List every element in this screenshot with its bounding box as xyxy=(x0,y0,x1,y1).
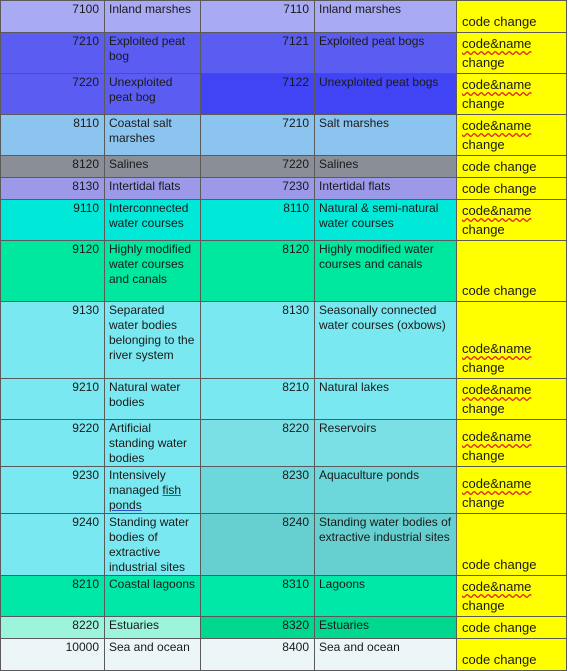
change-cell: code change xyxy=(457,1,567,33)
old-name-cell: Salines xyxy=(105,156,201,178)
table-row xyxy=(1,115,567,156)
change-cell: code&name change xyxy=(457,33,567,74)
table-row xyxy=(1,178,567,200)
old-code-cell: 8110 xyxy=(1,115,105,156)
new-name-cell: Lagoons xyxy=(315,576,457,617)
new-code-cell: 8310 xyxy=(201,576,315,617)
old-code-cell: 9130 xyxy=(1,302,105,379)
old-code-cell: 9210 xyxy=(1,379,105,420)
new-code-cell: 8210 xyxy=(201,379,315,420)
new-name-cell: Natural lakes xyxy=(315,379,457,420)
old-name-cell: Coastal salt marshes xyxy=(105,115,201,156)
old-name-cell: Intertidal flats xyxy=(105,178,201,200)
old-name-cell: Intensively managed fish ponds xyxy=(105,467,201,514)
new-name-cell: Seasonally connected water courses (oxbows) xyxy=(315,302,457,379)
old-code-cell: 10000 xyxy=(1,639,105,671)
new-name-cell: Intertidal flats xyxy=(315,178,457,200)
new-code-cell: 8110 xyxy=(201,200,315,241)
change-cell: code&name change xyxy=(457,115,567,156)
table-row xyxy=(1,302,567,379)
new-name-cell: Inland marshes xyxy=(315,1,457,33)
change-cell: code&name change xyxy=(457,200,567,241)
table-row xyxy=(1,33,567,74)
new-name-cell: Standing water bodies of extractive industrial sites xyxy=(315,514,457,576)
new-name-cell: Highly modified water courses and canals xyxy=(315,241,457,302)
old-name-cell: Unexploited peat bog xyxy=(105,74,201,115)
new-name-cell: Exploited peat bogs xyxy=(315,33,457,74)
new-name-cell: Sea and ocean xyxy=(315,639,457,671)
change-cell: code&name change xyxy=(457,420,567,467)
new-name-cell: Estuaries xyxy=(315,617,457,639)
new-code-cell: 8220 xyxy=(201,420,315,467)
old-code-cell: 8130 xyxy=(1,178,105,200)
change-cell: code change xyxy=(457,514,567,576)
old-name-cell: Coastal lagoons xyxy=(105,576,201,617)
change-cell: code change xyxy=(457,617,567,639)
old-name-cell: Interconnected water courses xyxy=(105,200,201,241)
change-cell: code change xyxy=(457,156,567,178)
new-code-cell: 8230 xyxy=(201,467,315,514)
table-row xyxy=(1,379,567,420)
new-name-cell: Unexploited peat bogs xyxy=(315,74,457,115)
old-name-cell: Artificial standing water bodies xyxy=(105,420,201,467)
old-code-cell: 7210 xyxy=(1,33,105,74)
new-code-cell: 7122 xyxy=(201,74,315,115)
new-name-cell: Aquaculture ponds xyxy=(315,467,457,514)
old-code-cell: 8120 xyxy=(1,156,105,178)
old-name-cell: Highly modified water courses and canals xyxy=(105,241,201,302)
old-code-cell: 9220 xyxy=(1,420,105,467)
table-row xyxy=(1,576,567,617)
table-body xyxy=(1,1,567,671)
new-code-cell: 7220 xyxy=(201,156,315,178)
old-code-cell: 9110 xyxy=(1,200,105,241)
table-row xyxy=(1,617,567,639)
change-cell: code&name change xyxy=(457,576,567,617)
change-cell: code&name change xyxy=(457,467,567,514)
new-name-cell: Salines xyxy=(315,156,457,178)
new-name-cell: Reservoirs xyxy=(315,420,457,467)
new-code-cell: 8400 xyxy=(201,639,315,671)
table-row xyxy=(1,241,567,302)
new-code-cell: 8120 xyxy=(201,241,315,302)
new-name-cell: Natural & semi-natural water courses xyxy=(315,200,457,241)
new-code-cell: 7110 xyxy=(201,1,315,33)
new-code-cell: 7210 xyxy=(201,115,315,156)
table-row xyxy=(1,420,567,467)
old-name-cell: Estuaries xyxy=(105,617,201,639)
change-cell: code change xyxy=(457,178,567,200)
new-code-cell: 8320 xyxy=(201,617,315,639)
change-cell: code&name change xyxy=(457,302,567,379)
new-code-cell: 8240 xyxy=(201,514,315,576)
old-name-cell: Natural water bodies xyxy=(105,379,201,420)
new-code-cell: 8130 xyxy=(201,302,315,379)
old-name-cell: Inland marshes xyxy=(105,1,201,33)
old-name-cell: Separated water bodies belonging to the river system xyxy=(105,302,201,379)
old-name-cell: Exploited peat bog xyxy=(105,33,201,74)
new-code-cell: 7230 xyxy=(201,178,315,200)
table-row xyxy=(1,467,567,514)
change-cell: code&name change xyxy=(457,74,567,115)
table-row xyxy=(1,514,567,576)
old-code-cell: 7100 xyxy=(1,1,105,33)
new-code-cell: 7121 xyxy=(201,33,315,74)
change-cell: code change xyxy=(457,241,567,302)
old-code-cell: 9240 xyxy=(1,514,105,576)
table-row xyxy=(1,74,567,115)
old-code-cell: 7220 xyxy=(1,74,105,115)
old-name-cell: Sea and ocean xyxy=(105,639,201,671)
table-row xyxy=(1,156,567,178)
new-name-cell: Salt marshes xyxy=(315,115,457,156)
change-cell: code&name change xyxy=(457,379,567,420)
old-code-cell: 8210 xyxy=(1,576,105,617)
old-code-cell: 9120 xyxy=(1,241,105,302)
old-code-cell: 9230 xyxy=(1,467,105,514)
table-row xyxy=(1,1,567,33)
old-code-cell: 8220 xyxy=(1,617,105,639)
change-cell: code change xyxy=(457,639,567,671)
table-row xyxy=(1,200,567,241)
old-name-cell: Standing water bodies of extractive industrial sites xyxy=(105,514,201,576)
